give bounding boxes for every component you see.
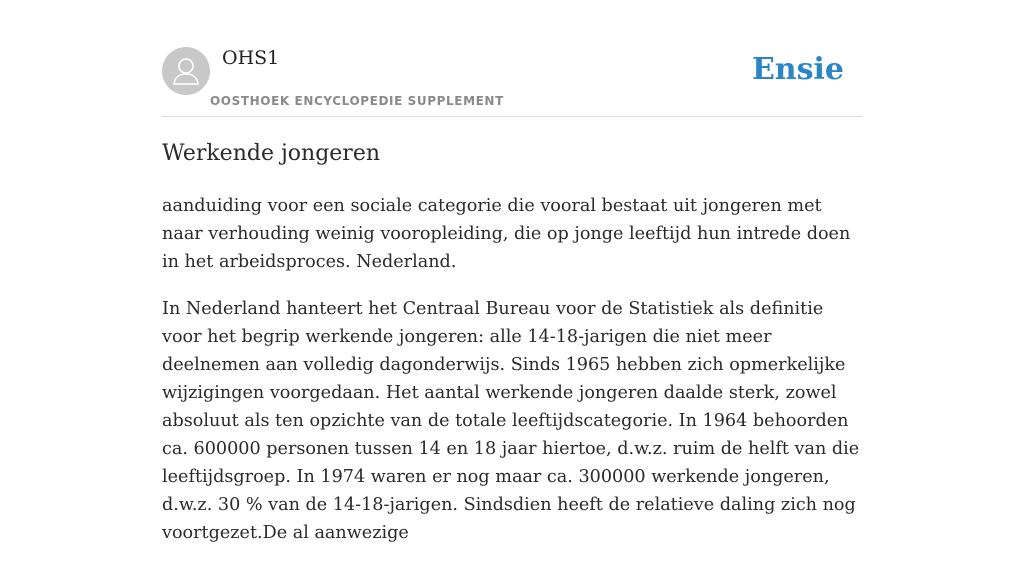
header bbox=[162, 0, 862, 117]
article-paragraph: aanduiding voor een sociale categorie die vooral bestaat uit jongeren met naar verhouding weinig vooropleiding, die op jonge leeftijd hun intrede doen in het arbeidsproces. Nederland. bbox=[162, 196, 851, 272]
article-title: Werkende jongeren bbox=[162, 141, 381, 166]
author-name[interactable]: OHS1 bbox=[222, 47, 280, 69]
article-paragraph: In Nederland hanteert het Centraal Bureau voor de Statistiek als definitie voor het begrip werkende jongeren: alle 14-18-jarigen die niet meer deelnemen aan volledig dagonderwijs. Sinds 1965 hebben zich opmerkelijke wijzigingen voorgedaan. Het aantal werkende jongeren daalde sterk, zowel absoluut als ten opzichte van de totale leeftijdscategorie. In 1964 behoorden ca. 600000 personen tussen 14 en 18 jaar hiertoe, d.w.z. ruim de helft van die leeftijdsgroep. In 1974 waren er nog maar ca. 300000 werkende jongeren, d.w.z. 30 % van de 14-18-jarigen. Sindsdien heeft de relatieve daling zich nog voortgezet.De al aanwezige bbox=[162, 299, 860, 543]
user-icon bbox=[162, 47, 210, 95]
article-body bbox=[162, 192, 862, 566]
site-logo[interactable]: Ensie bbox=[751, 52, 844, 87]
source-label[interactable]: OOSTHOEK ENCYCLOPEDIE SUPPLEMENT bbox=[210, 94, 504, 108]
avatar[interactable] bbox=[162, 47, 210, 95]
